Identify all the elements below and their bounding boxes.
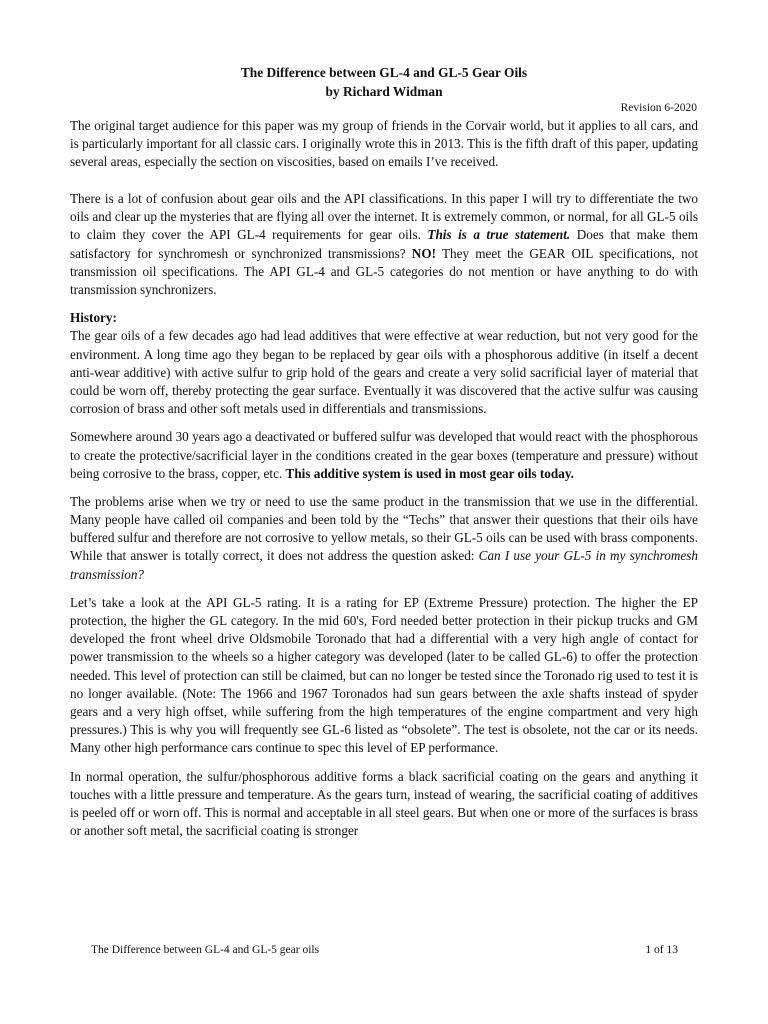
true-statement-emphasis: This is a true statement.	[427, 227, 571, 243]
confusion-paragraph	[70, 190, 698, 299]
problems-text: The problems arise when we try or need to use the same product in the transmission that we use in the differential. Many people have called oil companies and been told by the “Techs” that answer their questions that their oils have buffered sulfur and therefore are not corrosive to yellow metals, so their GL-5 oils can be used with brass components. While that answer is totally correct, it does not address the question asked:	[70, 494, 698, 564]
buffered-sulfur-paragraph	[70, 428, 698, 482]
footer-title: The Difference between GL-4 and GL-5 gear oils	[91, 944, 320, 956]
question-emphasis: Can I use your GL-5 in my synchromesh transmission?	[70, 548, 698, 582]
gl5-rating-paragraph: Let’s take a look at the API GL-5 rating. It is a rating for EP (Extreme Pressure) protection. The higher the EP protection, the higher the GL category. In the mid 60's, Ford needed better protection in their pickup trucks and GM developed the front wheel drive Oldsmobile Toronado that had a differential with a very high angle of contact for power transmission to the wheels so a higher category was developed (later to be called GL-6) to offer the protection needed. This level of protection can still be claimed, but can no longer be tested since the Toronado rig used to test it is no longer available. (Note: The 1966 and 1967 Toronados had sun gears between the axle shafts instead of spyder gears and a very high offset, while suffering from the high temperatures of the engine compartment and very high pressures.) This is why you will frequently see GL-6 listed as “obsolete”. The test is obsolete, not the car or its needs. Many other high performance cars continue to spec this level of EP performance.	[70, 595, 698, 755]
history-paragraph: The gear oils of a few decades ago had lead additives that were effective at wear reduction, but not very good for the environment. A long time ago they began to be replaced by gear oils with a phosphorous additive (in itself a decent anti-wear additive) with active sulfur to grip hold of the gears and create a very solid sacrificial layer of material that could be worn off, thereby protecting the gear surface. Eventually it was discovered that the active sulfur was causing corrosion of brass and other soft metals used in differentials and transmissions.	[70, 328, 698, 416]
confusion-text-1: There is a lot of confusion about gear oils and the API classifications. In this paper I will try to differentiate the two oils and clear up the mysteries that are flying all over the internet. It is extremely common, or normal, for all GL-5 oils to claim they cover the API GL-4 requirements for gear oils.	[70, 191, 698, 243]
page-number: 1 of 13	[645, 944, 678, 956]
confusion-text-2: Does that make them satisfactory for synchromesh or synchronized transmissions?	[70, 227, 698, 261]
history-heading: History:	[70, 310, 117, 326]
document-title: The Difference between GL-4 and GL-5 Gear Oils	[240, 65, 528, 80]
intro-paragraph: The original target audience for this paper was my group of friends in the Corvair world, but it applies to all cars, and is particularly important for all classic cars. I originally wrote this in 2013. This is the fifth draft of this paper, updating several areas, especially the section on viscosities, based on emails I’ve received.	[70, 118, 698, 170]
document-body	[70, 117, 698, 850]
problems-paragraph	[70, 493, 698, 583]
document-byline: by Richard Widman	[325, 84, 443, 99]
additive-system-emphasis: This additive system is used in most gear oils today.	[285, 465, 574, 481]
revision-label: Revision 6-2020	[620, 102, 697, 114]
no-emphasis: NO!	[411, 245, 437, 261]
normal-operation-paragraph: In normal operation, the sulfur/phosphorous additive forms a black sacrificial coating on the gears and anything it touches with a little pressure and temperature. As the gears turn, instead of wearing, the sacrificial coating of additives is peeled off or worn off. This is normal and acceptable in all steel gears. But when one or more of the surfaces is brass or another soft metal, the sacrificial coating is stronger	[70, 768, 698, 838]
buffered-sulfur-text: Somewhere around 30 years ago a deactivated or buffered sulfur was developed that would react with the phosphorous to create the protective/sacrificial layer in the conditions created in the gear boxes (temperature and pressure) without being corrosive to the brass, copper, etc.	[70, 429, 698, 481]
confusion-text-3: They meet the GEAR OIL specifications, not transmission oil specifications. The API GL-4 and GL-5 categories do not mention or have anything to do with transmission synchronizers.	[70, 245, 698, 297]
